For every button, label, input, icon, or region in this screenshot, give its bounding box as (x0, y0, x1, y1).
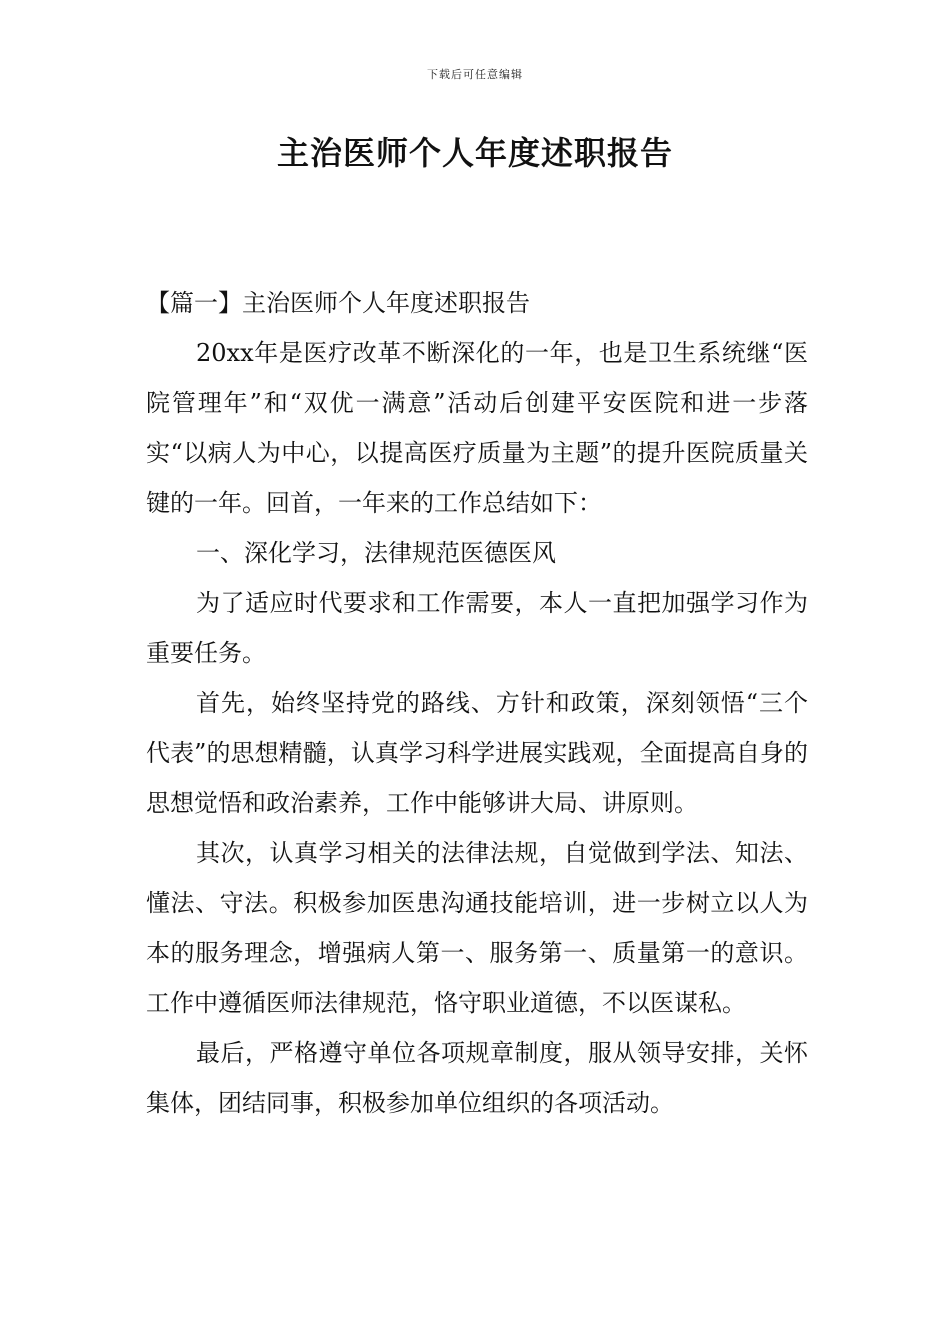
paragraph-first: 首先，始终坚持党的路线、方针和政策，深刻领悟“三个代表”的思想精髓，认真学习科学进展实践观，全面提高自身的思想觉悟和政治素养，工作中能够讲大局、讲原则。 (146, 689, 808, 817)
document-body (146, 278, 808, 1128)
paragraph-study-purpose: 为了适应时代要求和工作需要，本人一直把加强学习作为重要任务。 (146, 589, 808, 667)
paragraph-last: 最后，严格遵守单位各项规章制度，服从领导安排，关怀集体，团结同事，积极参加单位组织的各项活动。 (146, 1039, 808, 1117)
subheading-study: 一、深化学习，法律规范医德医风 (196, 539, 556, 567)
paragraph-second: 其次，认真学习相关的法律法规，自觉做到学法、知法、懂法、守法。积极参加医患沟通技能培训，进一步树立以人为本的服务理念，增强病人第一、服务第一、质量第一的意识。工作中遵循医师法律规范，恪守职业道德，不以医谋私。 (146, 839, 808, 1017)
document-title: 主治医师个人年度述职报告 (276, 134, 673, 172)
section-heading: 【篇一】主治医师个人年度述职报告 (146, 289, 530, 317)
page-header-note: 下载后可任意编辑 (427, 68, 523, 81)
paragraph-intro: 20xx年是医疗改革不断深化的一年，也是卫生系统继“医院管理年”和“双优一满意”活动后创建平安医院和进一步落实“以病人为中心，以提高医疗质量为主题”的提升医院质量关键的一年。回首，一年来的工作总结如下： (146, 339, 808, 517)
